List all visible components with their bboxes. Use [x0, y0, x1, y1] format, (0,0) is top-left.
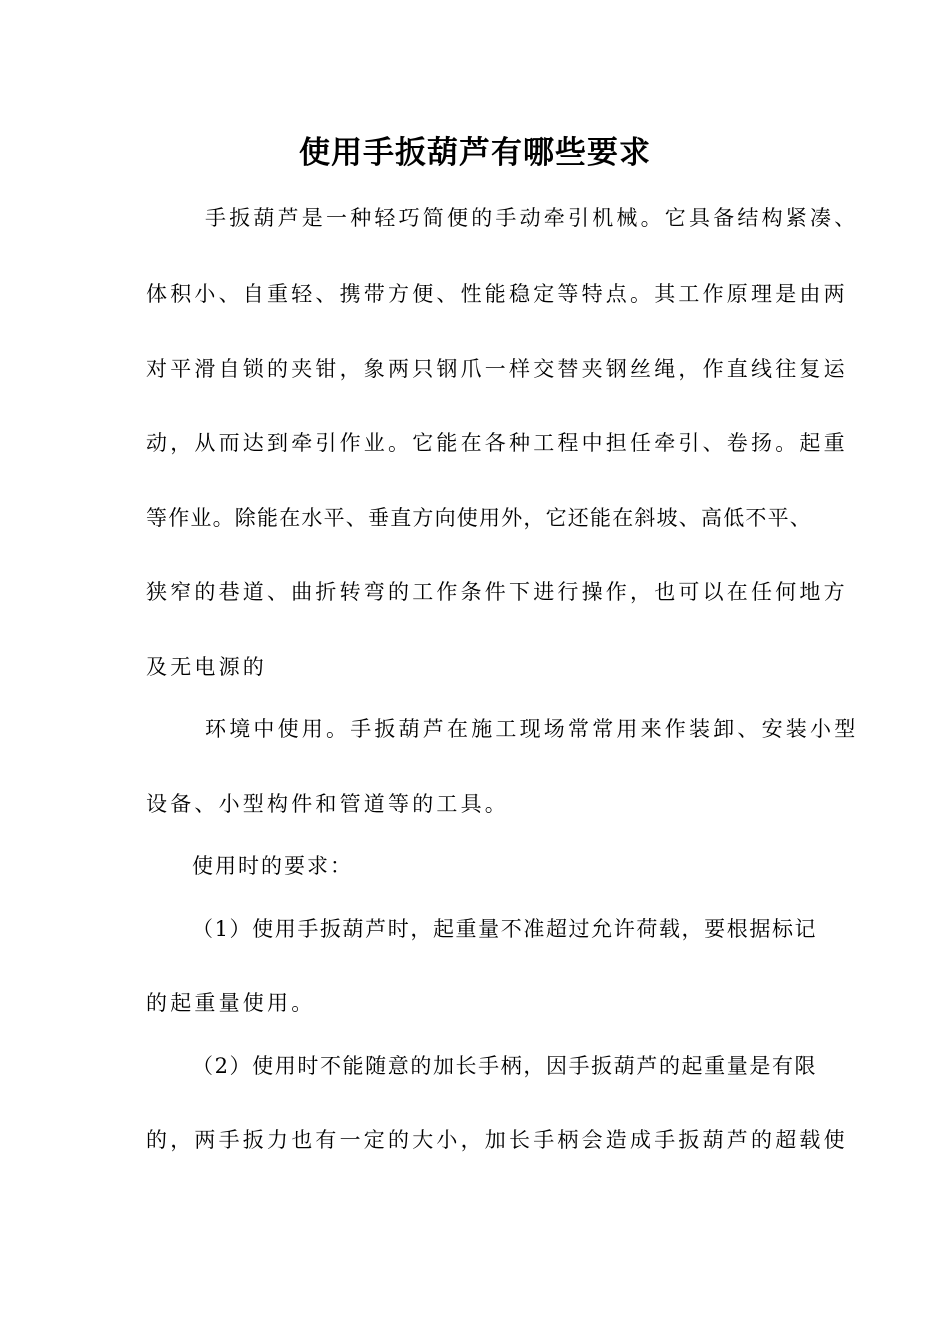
paragraph-line: 动，从而达到牵引作业。它能在各种工程中担任牵引、卷扬。起重	[146, 431, 848, 455]
list-item: （1）使用手扳葫芦时，起重量不准超过允许荷载，要根据标记	[192, 917, 818, 941]
paragraph-line: 及无电源的	[146, 655, 267, 679]
paragraph-line: 体积小、自重轻、携带方便、性能稳定等特点。其工作原理是由两	[146, 282, 848, 306]
paragraph-line: 手扳葫芦是一种轻巧简便的手动牵引机械。它具备结构紧凑、	[205, 206, 859, 230]
paragraph-line: 的起重量使用。	[146, 991, 316, 1015]
paragraph-line: 的，两手扳力也有一定的大小，加长手柄会造成手扳葫芦的超载使	[146, 1128, 848, 1152]
list-item: （2）使用时不能随意的加长手柄，因手扳葫芦的起重量是有限	[192, 1054, 818, 1078]
requirements-heading: 使用时的要求：	[192, 854, 353, 878]
paragraph-line: 设备、小型构件和管道等的工具。	[146, 792, 509, 816]
paragraph-line: 对平滑自锁的夹钳，象两只钢爪一样交替夹钢丝绳，作直线往复运	[146, 357, 848, 381]
paragraph-line: 狭窄的巷道、曲折转弯的工作条件下进行操作，也可以在任何地方	[146, 580, 848, 604]
document-title: 使用手扳葫芦有哪些要求	[299, 135, 651, 171]
paragraph-line: 环境中使用。手扳葫芦在施工现场常常用来作装卸、安装小型	[205, 717, 859, 741]
paragraph-line: 等作业。除能在水平、垂直方向使用外，它还能在斜坡、高低不平、	[146, 506, 812, 530]
